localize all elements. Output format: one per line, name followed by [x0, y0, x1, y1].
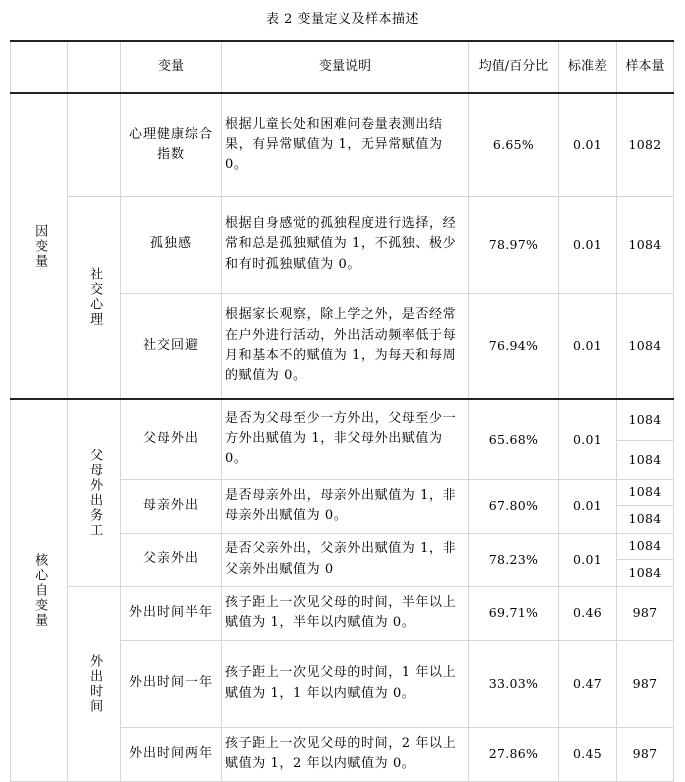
header-sd: 标准差 — [559, 41, 617, 93]
group-social: 社交心理 — [68, 196, 121, 399]
table-caption: 表 2 变量定义及样本描述 — [265, 12, 420, 27]
sd-value: 0.01 — [559, 479, 617, 533]
variable-name: 外出时间两年 — [121, 727, 222, 781]
n-value: 1084 — [617, 440, 674, 479]
sd-value: 0.01 — [559, 196, 617, 293]
mean-value: 27.86% — [469, 727, 559, 781]
group-blank — [68, 93, 121, 196]
header-row — [11, 41, 674, 93]
variable-description: 根据儿童长处和困难问卷量表测出结果，有异常赋值为 1，无异常赋值为 0。 — [222, 93, 469, 196]
n-value: 987 — [617, 727, 674, 781]
sd-value: 0.01 — [559, 399, 617, 479]
sd-value: 0.01 — [559, 293, 617, 399]
variable-name: 社交回避 — [121, 293, 222, 399]
n-value: 987 — [617, 586, 674, 640]
table-row — [11, 399, 674, 440]
variable-table — [10, 40, 674, 782]
variable-name: 心理健康综合指数 — [121, 93, 222, 196]
mean-value: 65.68% — [469, 399, 559, 479]
variable-name: 母亲外出 — [121, 479, 222, 533]
sd-value: 0.46 — [559, 586, 617, 640]
sd-value: 0.47 — [559, 640, 617, 727]
header-group-1 — [11, 41, 68, 93]
variable-description: 孩子距上一次见父母的时间，1 年以上赋值为 1，1 年以内赋值为 0。 — [222, 640, 469, 727]
table-row — [11, 93, 674, 196]
variable-description: 是否父亲外出，父亲外出赋值为 1，非父亲外出赋值为 0 — [222, 533, 469, 586]
mean-value: 33.03% — [469, 640, 559, 727]
n-value: 1084 — [617, 505, 674, 533]
mean-value: 67.80% — [469, 479, 559, 533]
mean-value: 69.71% — [469, 586, 559, 640]
n-value: 987 — [617, 640, 674, 727]
n-value: 1084 — [617, 559, 674, 586]
variable-name: 外出时间一年 — [121, 640, 222, 727]
n-value: 1084 — [617, 399, 674, 440]
n-value: 1084 — [617, 533, 674, 559]
table-row — [11, 586, 674, 639]
mean-value: 78.97% — [469, 196, 559, 293]
mean-value: 6.65% — [469, 93, 559, 196]
mean-value: 76.94% — [469, 293, 559, 399]
sd-value: 0.45 — [559, 727, 617, 781]
n-value: 1082 — [617, 93, 674, 196]
variable-description: 是否为父母至少一方外出，父母至少一方外出赋值为 1，非父母外出赋值为 0。 — [222, 399, 469, 479]
header-description: 变量说明 — [222, 41, 469, 93]
variable-name: 孤独感 — [121, 196, 222, 293]
header-group-2 — [68, 41, 121, 93]
variable-name: 父母外出 — [121, 399, 222, 479]
group-duration: 外出时间 — [68, 586, 121, 781]
variable-description: 根据家长观察，除上学之外，是否经常在户外进行活动，外出活动频率低于每月和基本不的赋值为 1，为每天和每周的赋值为 0。 — [222, 293, 469, 399]
n-value: 1084 — [617, 479, 674, 505]
table-row — [11, 196, 674, 293]
group-dependent: 因变量 — [11, 93, 68, 399]
group-core: 核心自变量 — [11, 399, 68, 781]
mean-value: 78.23% — [469, 533, 559, 586]
sd-value: 0.01 — [559, 533, 617, 586]
variable-name: 父亲外出 — [121, 533, 222, 586]
variable-name: 外出时间半年 — [121, 586, 222, 640]
variable-description: 孩子距上一次见父母的时间，2 年以上赋值为 1，2 年以内赋值为 0。 — [222, 727, 469, 781]
n-value: 1084 — [617, 293, 674, 399]
sd-value: 0.01 — [559, 93, 617, 196]
variable-description: 是否母亲外出，母亲外出赋值为 1，非母亲外出赋值为 0。 — [222, 479, 469, 533]
variable-description: 孩子距上一次见父母的时间，半年以上赋值为 1，半年以内赋值为 0。 — [222, 586, 469, 640]
header-n: 样本量 — [617, 41, 674, 93]
header-mean: 均值/百分比 — [469, 41, 559, 93]
n-value: 1084 — [617, 196, 674, 293]
group-parents: 父母外出务工 — [68, 399, 121, 586]
header-variable: 变量 — [121, 41, 222, 93]
variable-description: 根据自身感觉的孤独程度进行选择，经常和总是孤独赋值为 1，不孤独、极少和有时孤独赋值为 0。 — [222, 196, 469, 293]
